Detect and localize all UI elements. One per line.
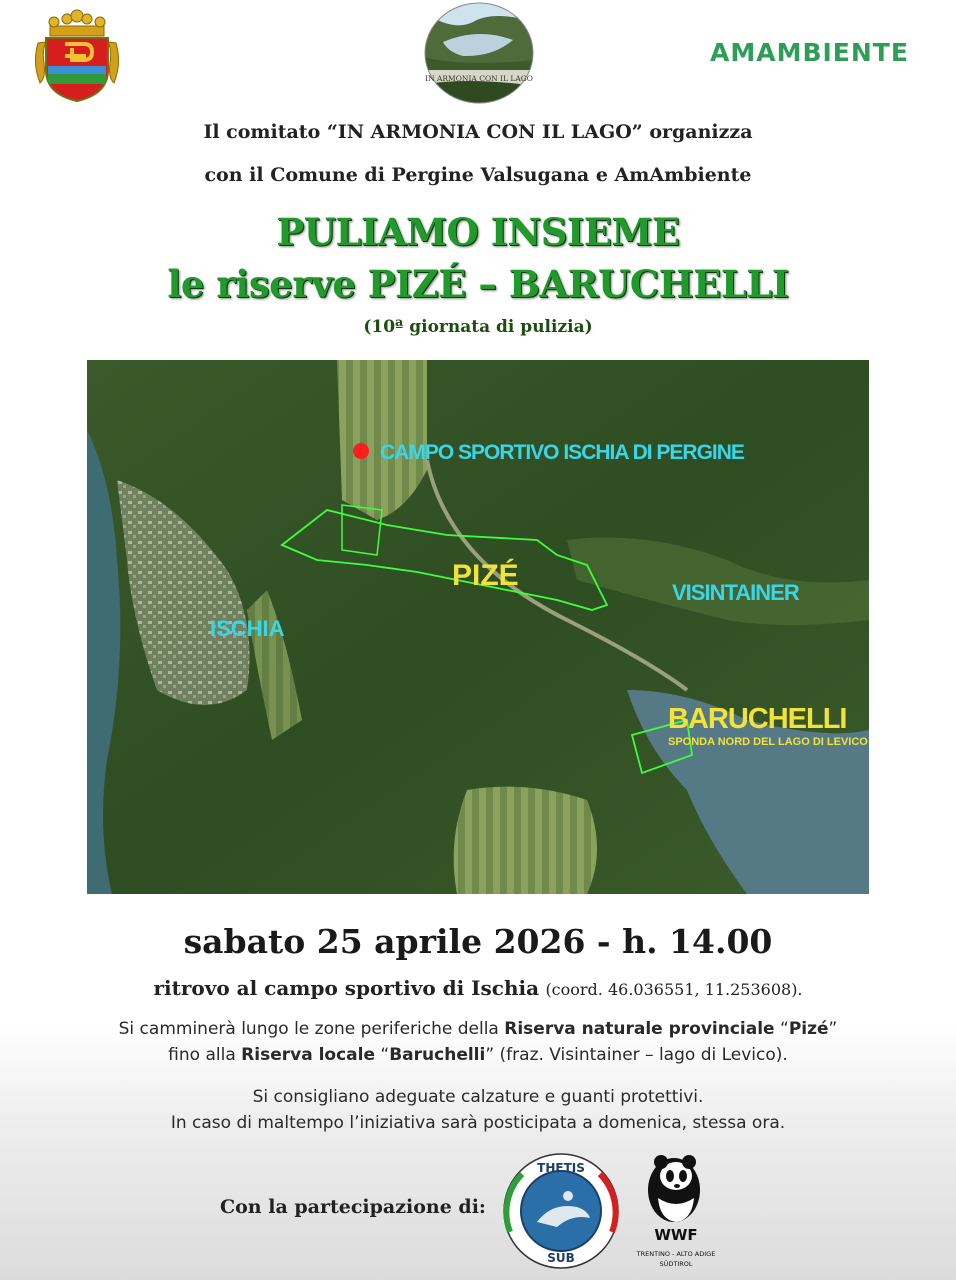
- advice-line-1: Si consigliano adeguate calzature e guanti protettivi.: [252, 1087, 704, 1107]
- map-label-baruchelli: BARUCHELLI: [668, 703, 847, 735]
- desc-text: “: [774, 1019, 789, 1039]
- wwf-logo: [636, 1150, 716, 1272]
- meeting-place: ritrovo al campo sportivo di Ischia: [153, 976, 540, 1000]
- partners-label: Con la partecipazione di:: [220, 1196, 486, 1218]
- circle-logo-text: IN ARMONIA CON IL LAGO: [425, 74, 533, 83]
- desc-bold: Baruchelli: [389, 1045, 486, 1065]
- title-line-2: le riserve PIZÉ – BARUCHELLI: [167, 262, 789, 306]
- campo-sportivo-marker: [353, 443, 369, 459]
- thetis-sub: SUB: [547, 1251, 575, 1265]
- desc-text: “: [375, 1045, 390, 1065]
- wwf-region-1: TRENTINO - ALTO ADIGE: [636, 1250, 716, 1258]
- desc-bold: Pizé: [788, 1019, 829, 1039]
- map-label-pize: PIZÉ: [452, 559, 519, 592]
- wwf-name: WWF: [654, 1226, 698, 1244]
- aerial-map: [87, 360, 869, 894]
- desc-text: fino alla: [168, 1045, 242, 1065]
- description-line-2: [0, 1045, 956, 1065]
- intro-line-2: con il Comune di Pergine Valsugana e AmAmbiente: [204, 164, 752, 186]
- map-label-ischia: ISCHIA: [210, 616, 285, 641]
- title-line-1: PULIAMO INSIEME: [276, 210, 680, 254]
- desc-text: ” (fraz. Visintainer – lago di Levico).: [485, 1045, 788, 1065]
- desc-text: ”: [828, 1019, 838, 1039]
- map-label-baruchelli-sub: SPONDA NORD DEL LAGO DI LEVICO: [668, 736, 868, 748]
- meeting-point: [0, 976, 956, 1000]
- desc-text: Si camminerà lungo le zone periferiche della: [118, 1019, 505, 1039]
- amambiente-logo: AMAMBIENTE: [710, 38, 909, 67]
- map-label-visintainer: VISINTAINER: [672, 580, 799, 605]
- description-line-1: [0, 1019, 956, 1039]
- map-label-campo: CAMPO SPORTIVO ISCHIA DI PERGINE: [380, 441, 744, 464]
- thetis-sub-logo: [502, 1152, 620, 1270]
- coat-of-arms-logo: [32, 8, 122, 103]
- thetis-name: THETIS: [537, 1161, 585, 1175]
- meeting-coordinates: (coord. 46.036551, 11.253608).: [545, 980, 803, 999]
- desc-bold: Riserva locale: [241, 1045, 375, 1065]
- subtitle: (10ª giornata di pulizia): [363, 317, 593, 337]
- event-date-line: sabato 25 aprile 2026 - h. 14.00: [183, 922, 773, 961]
- advice-line-2: In caso di maltempo l’iniziativa sarà posticipata a domenica, stessa ora.: [170, 1113, 786, 1133]
- wwf-region-2: SÜDTIROL: [659, 1260, 693, 1268]
- desc-bold: Riserva naturale provinciale: [504, 1019, 775, 1039]
- intro-line-1: Il comitato “IN ARMONIA CON IL LAGO” organizza: [203, 121, 753, 143]
- in-armonia-con-il-lago-logo: [423, 2, 535, 104]
